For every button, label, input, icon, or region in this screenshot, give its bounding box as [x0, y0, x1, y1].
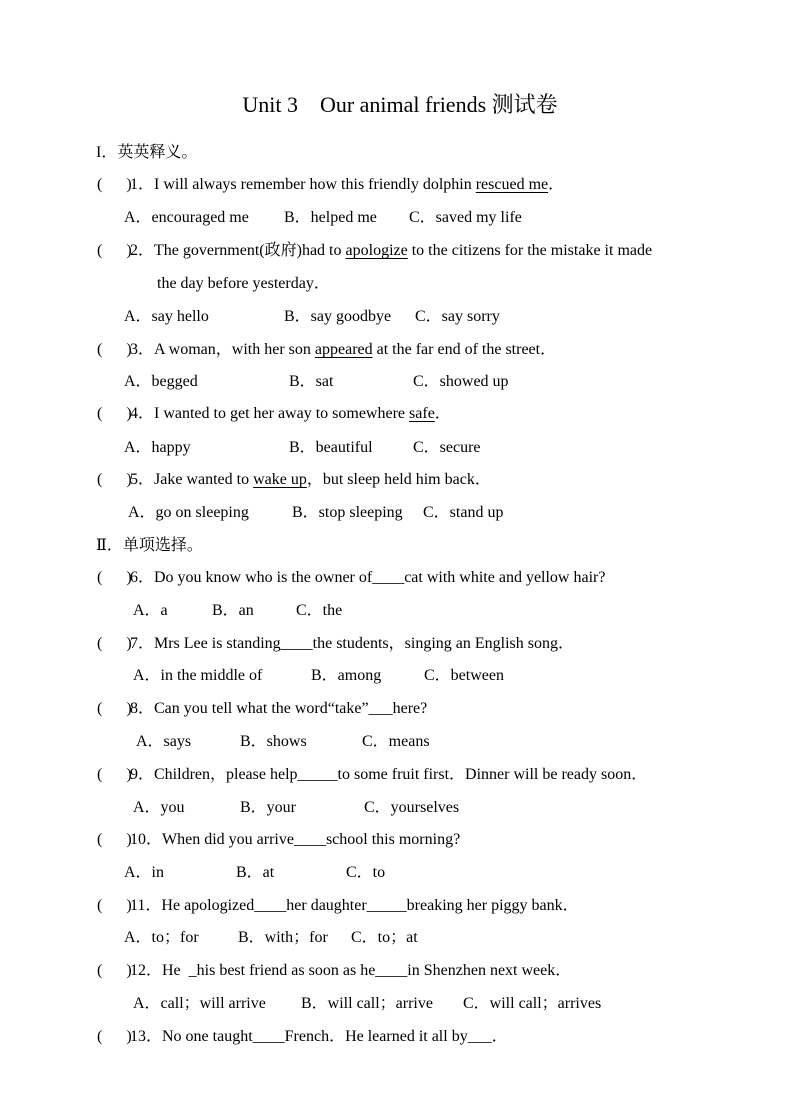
- option-6b: B．an: [212, 602, 254, 619]
- option-3b: B．sat: [289, 373, 334, 390]
- answer-blank-11: ( ): [97, 897, 132, 914]
- answer-blank-8: ( ): [97, 700, 132, 717]
- question-8: 8．Can you tell what the word“take”___here?: [130, 700, 428, 717]
- option-7a: A．in the middle of: [133, 667, 263, 684]
- option-4b: B．beautiful: [289, 439, 373, 456]
- option-6c: C．the: [296, 602, 343, 619]
- answer-blank-13: ( ): [97, 1028, 132, 1045]
- option-4c: C．secure: [413, 439, 481, 456]
- option-9b: B．your: [240, 799, 297, 816]
- option-4a: A．happy: [124, 439, 191, 456]
- option-12c: C．will call；arrives: [463, 995, 602, 1012]
- option-5a: A．go on sleeping: [128, 504, 249, 521]
- question-1: 1．I will always remember how this friendly dolphin rescued me．: [130, 176, 565, 193]
- option-1b: B．helped me: [284, 209, 377, 226]
- answer-blank-7: ( ): [97, 635, 132, 652]
- option-1c: C．saved my life: [409, 209, 522, 226]
- option-6a: A．a: [133, 602, 168, 619]
- option-3c: C．showed up: [413, 373, 509, 390]
- answer-blank-6: ( ): [97, 569, 132, 586]
- option-8a: A．says: [136, 733, 192, 750]
- underlined-term-4: safe: [409, 405, 435, 422]
- underlined-term-5: wake up: [253, 471, 307, 488]
- question-12: 12．He _his best friend as soon as he____in Shenzhen next week．: [130, 962, 572, 979]
- option-9c: C．yourselves: [364, 799, 460, 816]
- answer-blank-3: ( ): [97, 341, 132, 358]
- question-11: 11．He apologized____her daughter_____breaking her piggy bank．: [130, 897, 579, 914]
- question-7: 7．Mrs Lee is standing____the students，singing an English song．: [130, 635, 574, 652]
- option-7c: C．between: [424, 667, 504, 684]
- option-8c: C．means: [362, 733, 430, 750]
- option-2c: C．say sorry: [415, 308, 500, 325]
- underlined-term-1: rescued me: [475, 176, 549, 193]
- question-10: 10．When did you arrive____school this morning?: [130, 831, 461, 848]
- question-13: 13．No one taught____French．He learned it all by___．: [130, 1028, 508, 1045]
- answer-blank-1: ( ): [97, 176, 132, 193]
- option-2b: B．say goodbye: [284, 308, 392, 325]
- option-12a: A．call；will arrive: [133, 995, 266, 1012]
- option-12b: B．will call；arrive: [301, 995, 433, 1012]
- question-5: 5．Jake wanted to wake up，but sleep held him back．: [130, 471, 491, 488]
- option-7b: B．among: [311, 667, 382, 684]
- option-5b: B．stop sleeping: [292, 504, 403, 521]
- option-9a: A．you: [133, 799, 185, 816]
- question-2: 2．The government(政府)had to apologize to the citizens for the mistake it made: [130, 242, 653, 259]
- option-2a: A．say hello: [124, 308, 209, 325]
- question-4: 4．I wanted to get her away to somewhere safe．: [130, 405, 451, 422]
- option-5c: C．stand up: [423, 504, 504, 521]
- underlined-term-2: apologize: [345, 242, 408, 259]
- page-title: Unit 3 Our animal friends 测试卷: [242, 92, 558, 117]
- question-6: 6．Do you know who is the owner of____cat with white and yellow hair?: [130, 569, 606, 586]
- option-11a: A．to；for: [124, 929, 199, 946]
- option-11c: C．to；at: [351, 929, 418, 946]
- answer-blank-2: ( ): [97, 242, 132, 259]
- question-2-continuation: the day before yesterday．: [157, 275, 330, 292]
- answer-blank-10: ( ): [97, 831, 132, 848]
- underlined-term-3: appeared: [314, 341, 373, 358]
- question-9: 9．Children，please help_____to some fruit first．Dinner will be ready soon．: [130, 766, 648, 783]
- option-11b: B．with；for: [238, 929, 328, 946]
- answer-blank-4: ( ): [97, 405, 132, 422]
- option-8b: B．shows: [240, 733, 307, 750]
- answer-blank-5: ( ): [97, 471, 132, 488]
- section-heading-1: I．英英释义。: [96, 144, 198, 161]
- option-3a: A．begged: [124, 373, 198, 390]
- section-heading-2: Ⅱ．单项选择。: [96, 537, 203, 554]
- option-1a: A．encouraged me: [124, 209, 249, 226]
- question-3: 3．A woman，with her son appeared at the far end of the street．: [130, 341, 557, 358]
- answer-blank-12: ( ): [97, 962, 132, 979]
- option-10b: B．at: [236, 864, 275, 881]
- option-10a: A．in: [124, 864, 165, 881]
- option-10c: C．to: [346, 864, 386, 881]
- answer-blank-9: ( ): [97, 766, 132, 783]
